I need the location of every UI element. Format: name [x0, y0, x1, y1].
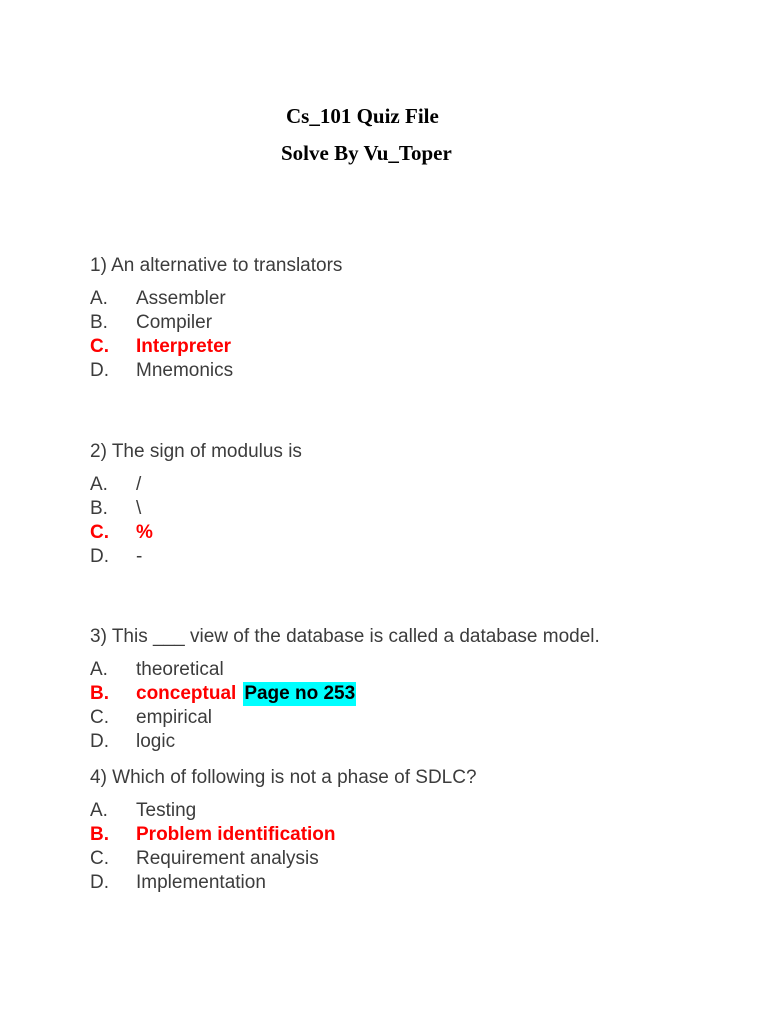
option-text: /	[136, 474, 142, 495]
question-1	[90, 254, 342, 383]
question-4	[90, 766, 477, 895]
option-letter: B.	[90, 498, 108, 519]
option-a	[90, 473, 302, 497]
option-a	[90, 799, 477, 823]
option-text: logic	[136, 731, 176, 752]
option-d	[90, 871, 477, 895]
option-text: Compiler	[136, 312, 213, 333]
option-c-correct-answer	[90, 521, 302, 545]
option-c-correct-answer	[90, 335, 342, 359]
option-b	[90, 311, 342, 335]
option-text: \	[136, 498, 142, 519]
option-letter: C.	[90, 848, 109, 869]
option-letter: C.	[90, 707, 109, 728]
option-list	[90, 473, 302, 569]
option-letter: B.	[90, 312, 108, 333]
option-text: conceptual	[136, 683, 237, 704]
option-letter: A.	[90, 800, 108, 821]
option-list	[90, 658, 600, 754]
quiz-subtitle: Solve By Vu_Toper	[281, 141, 452, 165]
question-2	[90, 440, 302, 569]
option-text: Requirement analysis	[136, 848, 319, 869]
option-text: Testing	[136, 800, 197, 821]
option-text: -	[136, 546, 143, 567]
quiz-title: Cs_101 Quiz File	[286, 104, 439, 128]
page-reference-highlight: Page no 253	[244, 683, 356, 704]
option-letter: A.	[90, 288, 108, 309]
option-letter: D.	[90, 546, 109, 567]
option-c	[90, 706, 600, 730]
option-letter: C.	[90, 522, 109, 543]
option-d	[90, 730, 600, 754]
option-text: Interpreter	[136, 336, 232, 357]
option-letter: D.	[90, 731, 109, 752]
option-text: Mnemonics	[136, 360, 234, 381]
option-letter: A.	[90, 474, 108, 495]
option-b-correct-answer	[90, 823, 477, 847]
option-c	[90, 847, 477, 871]
option-a	[90, 658, 600, 682]
option-list	[90, 287, 342, 383]
option-a	[90, 287, 342, 311]
option-letter: A.	[90, 659, 108, 680]
question-text: 4) Which of following is not a phase of SDLC?	[90, 767, 477, 788]
option-text: theoretical	[136, 659, 224, 680]
option-d	[90, 545, 302, 569]
option-list	[90, 799, 477, 895]
option-text: empirical	[136, 707, 213, 728]
option-letter: D.	[90, 360, 109, 381]
question-text: 2) The sign of modulus is	[90, 441, 302, 462]
option-letter: B.	[90, 683, 109, 704]
option-letter: C.	[90, 336, 109, 357]
question-text: 3) This ___ view of the database is called a database model.	[90, 626, 600, 647]
option-b	[90, 497, 302, 521]
option-text: %	[136, 522, 153, 543]
question-text: 1) An alternative to translators	[90, 255, 343, 276]
option-letter: B.	[90, 824, 109, 845]
option-b-correct-answer	[90, 682, 600, 706]
option-letter: D.	[90, 872, 109, 893]
option-d	[90, 359, 342, 383]
option-text: Problem identification	[136, 824, 336, 845]
option-text: Assembler	[136, 288, 226, 309]
option-text: Implementation	[136, 872, 266, 893]
question-3	[90, 625, 600, 754]
